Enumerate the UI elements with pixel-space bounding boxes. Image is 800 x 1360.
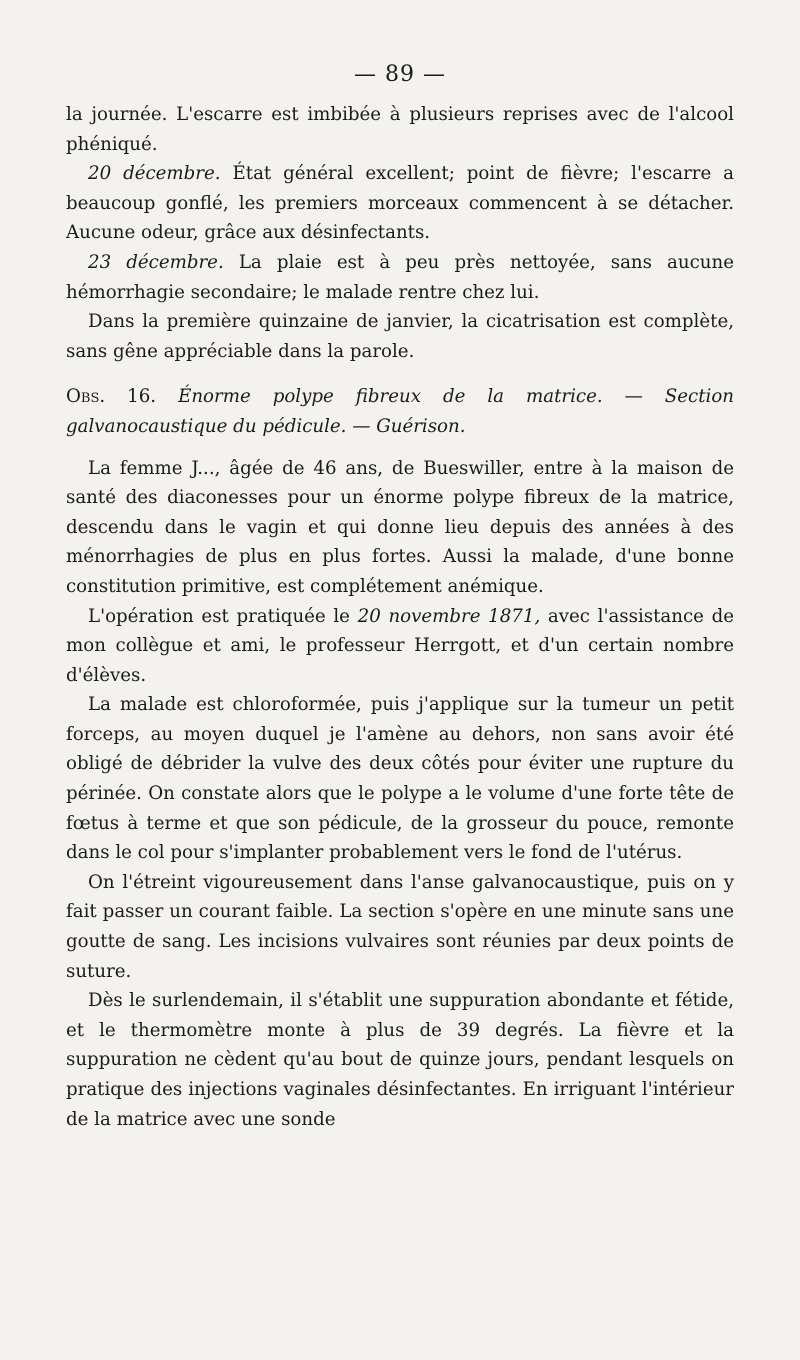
paragraph-dec-23 [66,248,734,307]
paragraph-dec-20-text: État général excellent; point de fièvre; l'escarre a beaucoup gonflé, les premiers morceaux commencent à se détacher. Aucune odeur, grâce aux désinfectants. [66,163,734,244]
observation-heading [66,382,734,441]
date-dec-20: 20 décembre. [88,163,221,185]
page-body [66,100,734,1134]
paragraph-galvanocautery: On l'étreint vigoureusement dans l'anse galvanocaustique, puis on y fait passer un courant faible. La section s'opère en une minute sans une goutte de sang. Les incisions vulvaires sont réunies par deux points de suture. [66,871,734,982]
date-nov-20-1871: 20 novembre 1871, [357,605,541,627]
observation-label: Obs. [66,386,106,408]
paragraph-dec-23-text: La plaie est à peu près nettoyée, sans aucune hémorrhagie secondaire; le malade rentre chez lui. [66,251,734,303]
paragraph-dec-20 [66,159,734,248]
paragraph-january: Dans la première quinzaine de janvier, la cicatrisation est complète, sans gêne appréciable dans la parole. [66,311,734,362]
paragraph-patient: La femme J..., âgée de 46 ans, de Bueswiller, entre à la maison de santé des diaconesses pour un énorme polype fibreux de la matrice, descendu dans le vagin et qui donne lieu depuis des années à des ménorrhagies de plus en plus fortes. Aussi la malade, d'une bonne constitution primitive, est complétement anémique. [66,457,734,597]
paragraph-operation-start: L'opération est pratiquée le [88,605,358,627]
observation-title: Énorme polype fibreux de la matrice. — Section galvanocaustique du pédicule. — Guérison. [66,386,734,437]
paragraph-operation [66,602,734,691]
date-dec-23: 23 décembre. [88,251,224,273]
page-number: — 89 — [354,62,446,87]
observation-number: 16. [105,386,179,408]
paragraph-continuation: la journée. L'escarre est imbibée à plusieurs reprises avec de l'alcool phéniqué. [66,104,734,155]
paragraph-forceps: La malade est chloroformée, puis j'applique sur la tumeur un petit forceps, au moyen duquel je l'amène au dehors, non sans avoir été obligé de débrider la vulve des deux côtés pour éviter une rupture du périnée. On constate alors que le polype a le volume d'une forte tête de fœtus à terme et que son pédicule, de la grosseur du pouce, remonte dans le col pour s'implanter probablement vers le fond de l'utérus. [66,694,734,864]
paragraph-operation-end: avec l'assistance de mon collègue et ami, le professeur Herrgott, et d'un certain nombre d'élèves. [66,605,735,686]
paragraph-suppuration: Dès le surlendemain, il s'établit une suppuration abondante et fétide, et le thermomètre monte à plus de 39 degrés. La fièvre et la suppuration ne cèdent qu'au bout de quinze jours, pendant lesquels on pratique des injections vaginales désinfectantes. En irriguant l'intérieur de la matrice avec une sonde [66,990,734,1130]
